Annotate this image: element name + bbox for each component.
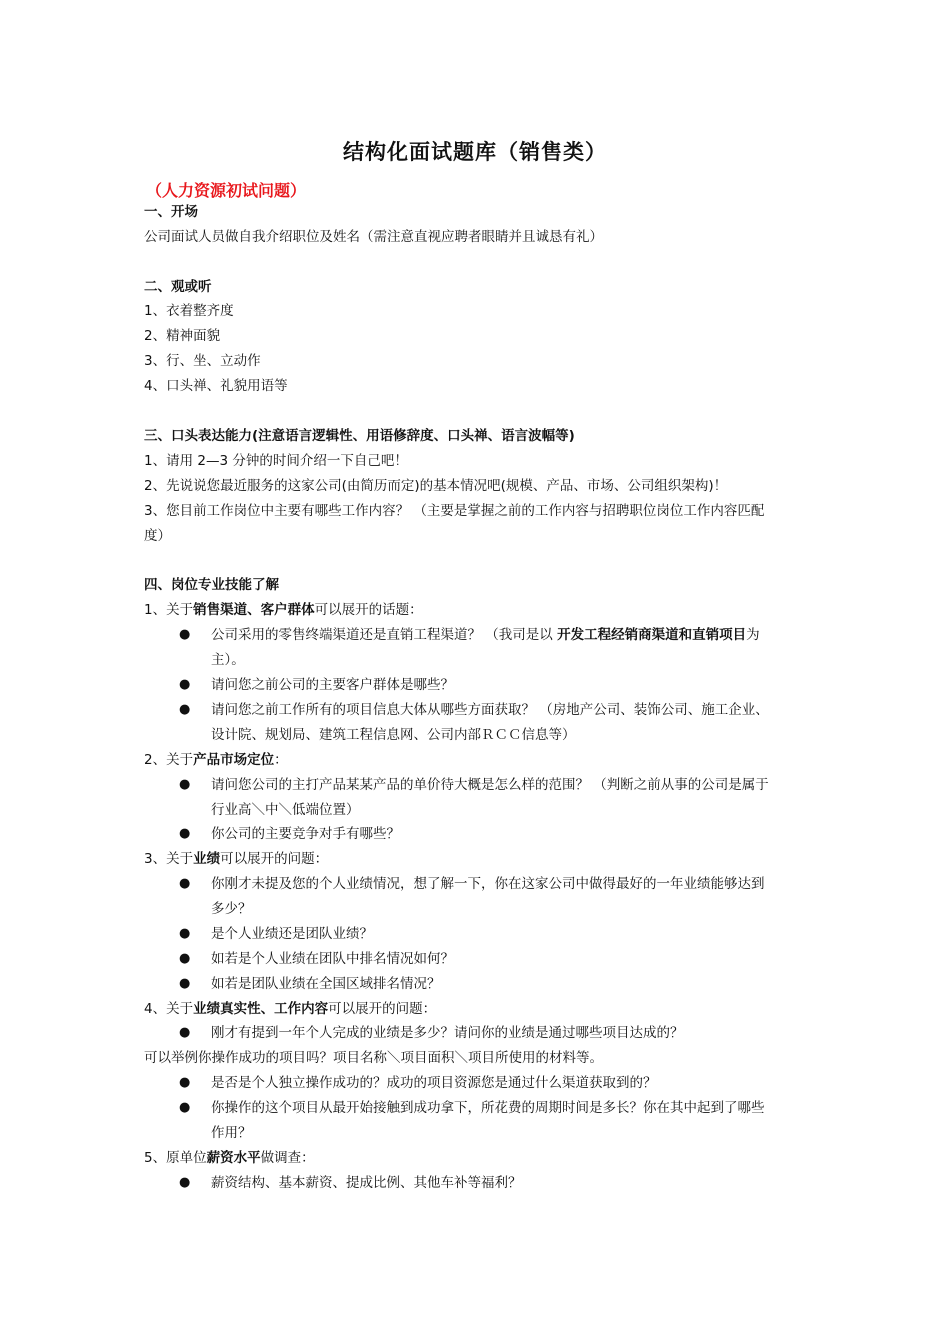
bullet-icon: ● [179,976,191,991]
bullet-text: 你刚才未提及您的个人业绩情况，想了解一下，你在这家公司中做得最好的一年业绩能够达到 [211,876,765,892]
observe-item: 3、行、坐、立动作 [144,353,261,369]
skills-question-1: 1、关于销售渠道、客户群体可以展开的话题： [144,602,423,618]
paragraph-text: 可以举例你操作成功的项目吗？项目名称＼项目面积＼项目所使用的材料等。 [144,1050,603,1066]
bullet-icon: ● [179,1100,191,1115]
bullet-icon: ● [179,876,191,891]
bullet-text: 薪资结构、基本薪资、提成比例、其他车补等福利？ [211,1175,522,1191]
skills-question-2: 2、关于产品市场定位： [144,752,288,768]
bullet-text-cont: 主）。 [211,652,245,668]
bullet-text-cont: 设计院、规划局、建筑工程信息网、公司内部ＲＣＣ信息等） [211,727,576,743]
bullet-text: 刚才有提到一年个人完成的业绩是多少？请问你的业绩是通过哪些项目达成的？ [211,1025,684,1041]
bullet-text: 请问您之前公司的主要客户群体是哪些？ [211,677,454,693]
observe-item: 1、衣着整齐度 [144,303,234,319]
bullet-icon: ● [179,677,191,692]
bullet-icon: ● [179,702,191,717]
expression-item: 1、请用 2—3 分钟的时间介绍一下自己吧！ [144,453,408,469]
bullet-text-cont: 多少？ [211,901,252,917]
expression-item: 2、先说说您最近服务的这家公司(由简历而定)的基本情况吧(规模、产品、市场、公司组织架构)！ [144,478,728,494]
bullet-text: 请问您公司的主打产品某某产品的单价待大概是怎么样的范围？ （判断之前从事的公司是属于 [211,777,769,793]
bullet-text: 请问您之前工作所有的项目信息大体从哪些方面获取？ （房地产公司、装饰公司、施工企业、 [211,702,769,718]
page-subtitle: （人力资源初试问题） [146,181,307,200]
bullet-text-cont: 作用？ [211,1125,252,1141]
bullet-icon: ● [179,1025,191,1040]
bullet-text: 公司采用的零售终端渠道还是直销工程渠道？ （我司是以 开发工程经销商渠道和直销项目为 [211,627,760,643]
bullet-text: 是个人业绩还是团队业绩？ [211,926,373,942]
skills-question-5: 5、原单位薪资水平做调查： [144,1150,315,1166]
expression-item-cont: 度） [144,528,171,544]
skills-question-4: 4、关于业绩真实性、工作内容可以展开的问题： [144,1001,437,1017]
bullet-text-cont: 行业高＼中＼低端位置） [211,802,360,818]
observe-item: 2、精神面貌 [144,328,221,344]
bullet-text: 你公司的主要竞争对手有哪些？ [211,826,400,842]
bullet-icon: ● [179,1075,191,1090]
bullet-text: 如若是个人业绩在团队中排名情况如何？ [211,951,454,967]
bullet-icon: ● [179,627,191,642]
bullet-icon: ● [179,1175,191,1190]
page-title: 结构化面试题库（销售类） [343,140,607,164]
bullet-icon: ● [179,826,191,841]
bullet-text: 如若是团队业绩在全国区域排名情况？ [211,976,441,992]
bullet-icon: ● [179,951,191,966]
bullet-text: 是否是个人独立操作成功的？成功的项目资源您是通过什么渠道获取到的？ [211,1075,657,1091]
opening-text: 公司面试人员做自我介绍职位及姓名（需注意直视应聘者眼睛并且诚恳有礼） [144,229,603,245]
expression-item: 3、您目前工作岗位中主要有哪些工作内容？ （主要是掌握之前的工作内容与招聘职位岗位工作内容匹配 [144,503,765,519]
skills-question-3: 3、关于业绩可以展开的问题： [144,851,329,867]
observe-item: 4、口头禅、礼貌用语等 [144,378,288,394]
section-heading-expression: 三、口头表达能力(注意语言逻辑性、用语修辞度、口头禅、语言波幅等) [144,428,575,444]
section-heading-opening: 一、开场 [144,204,198,220]
bullet-icon: ● [179,777,191,792]
bullet-icon: ● [179,926,191,941]
section-heading-skills: 四、岗位专业技能了解 [144,577,279,593]
section-heading-observe: 二、观或听 [144,279,212,295]
bullet-text: 你操作的这个项目从最开始接触到成功拿下，所花费的周期时间是多长？你在其中起到了哪些 [211,1100,765,1116]
